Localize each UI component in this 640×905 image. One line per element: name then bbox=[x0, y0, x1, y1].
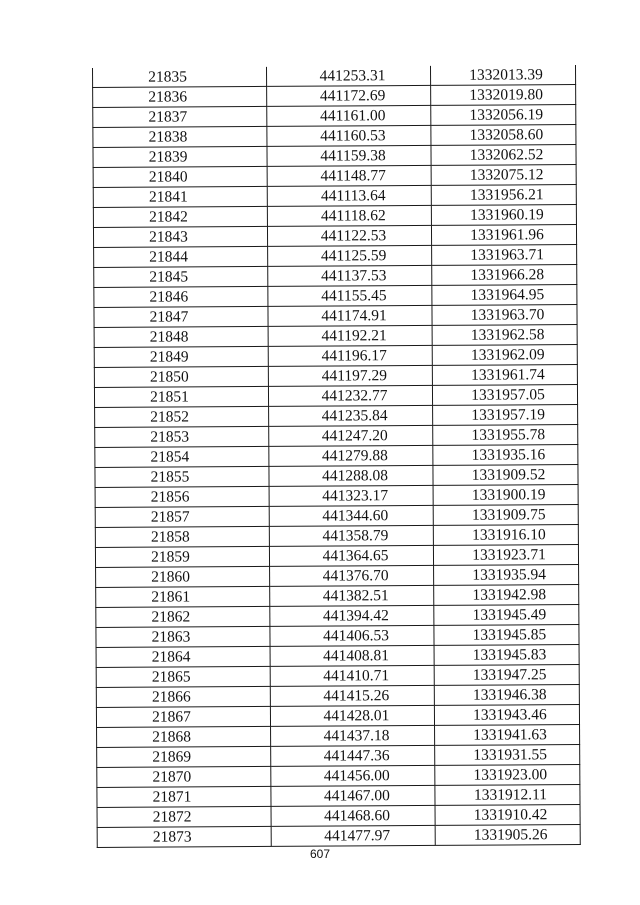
table-row bbox=[95, 525, 578, 548]
table-row bbox=[96, 625, 579, 648]
y-coordinate-cell: 1331942.98 bbox=[434, 585, 579, 606]
x-coordinate-cell: 441323.17 bbox=[269, 485, 433, 506]
point-id-cell: 21835 bbox=[92, 67, 266, 88]
y-coordinate-cell: 1331945.83 bbox=[434, 645, 579, 666]
point-id-cell: 21860 bbox=[96, 566, 270, 587]
point-id-cell: 21865 bbox=[96, 666, 270, 687]
point-id-cell: 21864 bbox=[96, 646, 270, 667]
table-row bbox=[97, 805, 580, 828]
table-row bbox=[95, 485, 578, 508]
point-id-cell: 21873 bbox=[97, 826, 271, 847]
y-coordinate-cell: 1332058.60 bbox=[431, 125, 576, 146]
y-coordinate-cell: 1332075.12 bbox=[431, 165, 576, 186]
x-coordinate-cell: 441467.00 bbox=[271, 785, 435, 806]
point-id-cell: 21854 bbox=[95, 446, 269, 467]
point-id-cell: 21855 bbox=[95, 466, 269, 487]
x-coordinate-cell: 441288.08 bbox=[269, 465, 433, 486]
table-row bbox=[96, 565, 579, 588]
x-coordinate-cell: 441394.42 bbox=[270, 605, 434, 626]
x-coordinate-cell: 441406.53 bbox=[270, 625, 434, 646]
table-row bbox=[97, 725, 580, 748]
table-row bbox=[94, 285, 577, 308]
x-coordinate-cell: 441159.38 bbox=[267, 145, 431, 166]
table-row bbox=[93, 85, 576, 108]
x-coordinate-cell: 441382.51 bbox=[270, 585, 434, 606]
table-row bbox=[96, 585, 579, 608]
y-coordinate-cell: 1331912.11 bbox=[435, 785, 580, 806]
x-coordinate-cell: 441155.45 bbox=[268, 285, 432, 306]
point-id-cell: 21841 bbox=[93, 186, 267, 207]
table-row bbox=[97, 825, 580, 848]
table-row bbox=[93, 145, 576, 168]
point-id-cell: 21837 bbox=[93, 106, 267, 127]
coordinate-table-body bbox=[92, 65, 580, 847]
point-id-cell: 21872 bbox=[97, 806, 271, 827]
point-id-cell: 21845 bbox=[94, 266, 268, 287]
table-row bbox=[96, 685, 579, 708]
y-coordinate-cell: 1331947.25 bbox=[434, 665, 579, 686]
x-coordinate-cell: 441235.84 bbox=[269, 405, 433, 426]
point-id-cell: 21846 bbox=[94, 286, 268, 307]
table-row bbox=[97, 785, 580, 808]
table-row bbox=[96, 605, 579, 628]
y-coordinate-cell: 1331962.58 bbox=[432, 325, 577, 346]
x-coordinate-cell: 441196.17 bbox=[268, 345, 432, 366]
table-row bbox=[93, 225, 576, 248]
x-coordinate-cell: 441279.88 bbox=[269, 445, 433, 466]
point-id-cell: 21871 bbox=[97, 786, 271, 807]
point-id-cell: 21836 bbox=[93, 86, 267, 107]
point-id-cell: 21842 bbox=[93, 206, 267, 227]
y-coordinate-cell: 1331916.10 bbox=[433, 525, 578, 546]
table-row bbox=[93, 205, 576, 228]
table-row bbox=[94, 345, 577, 368]
point-id-cell: 21869 bbox=[97, 746, 271, 767]
table-row bbox=[94, 385, 577, 408]
y-coordinate-cell: 1331946.38 bbox=[434, 685, 579, 706]
x-coordinate-cell: 441160.53 bbox=[267, 125, 431, 146]
x-coordinate-cell: 441253.31 bbox=[266, 66, 430, 87]
point-id-cell: 21856 bbox=[95, 486, 269, 507]
table-row bbox=[93, 185, 576, 208]
x-coordinate-cell: 441247.20 bbox=[269, 425, 433, 446]
table-row bbox=[94, 305, 577, 328]
x-coordinate-cell: 441113.64 bbox=[267, 185, 431, 206]
x-coordinate-cell: 441364.65 bbox=[269, 545, 433, 566]
table-row bbox=[92, 65, 575, 87]
point-id-cell: 21838 bbox=[93, 126, 267, 147]
x-coordinate-cell: 441437.18 bbox=[271, 725, 435, 746]
table-row bbox=[96, 665, 579, 688]
x-coordinate-cell: 441148.77 bbox=[267, 165, 431, 186]
y-coordinate-cell: 1332019.80 bbox=[431, 85, 576, 106]
point-id-cell: 21857 bbox=[95, 506, 269, 527]
y-coordinate-cell: 1331962.09 bbox=[432, 345, 577, 366]
point-id-cell: 21870 bbox=[97, 766, 271, 787]
table-row bbox=[93, 165, 576, 188]
x-coordinate-cell: 441468.60 bbox=[271, 805, 435, 826]
y-coordinate-cell: 1331963.70 bbox=[432, 305, 577, 326]
x-coordinate-cell: 441358.79 bbox=[269, 525, 433, 546]
point-id-cell: 21862 bbox=[96, 606, 270, 627]
y-coordinate-cell: 1331961.74 bbox=[432, 365, 577, 386]
x-coordinate-cell: 441137.53 bbox=[268, 265, 432, 286]
page-number: 607 bbox=[309, 847, 331, 861]
y-coordinate-cell: 1331945.49 bbox=[434, 605, 579, 626]
y-coordinate-cell: 1331910.42 bbox=[435, 805, 580, 826]
point-id-cell: 21867 bbox=[96, 706, 270, 727]
y-coordinate-cell: 1331943.46 bbox=[434, 705, 579, 726]
y-coordinate-cell: 1331960.19 bbox=[431, 205, 576, 226]
y-coordinate-cell: 1331941.63 bbox=[435, 725, 580, 746]
point-id-cell: 21840 bbox=[93, 166, 267, 187]
x-coordinate-cell: 441232.77 bbox=[268, 385, 432, 406]
x-coordinate-cell: 441197.29 bbox=[268, 365, 432, 386]
point-id-cell: 21844 bbox=[94, 246, 268, 267]
y-coordinate-cell: 1331935.94 bbox=[434, 565, 579, 586]
x-coordinate-cell: 441428.01 bbox=[270, 705, 434, 726]
x-coordinate-cell: 441192.21 bbox=[268, 325, 432, 346]
point-id-cell: 21866 bbox=[96, 686, 270, 707]
y-coordinate-cell: 1331963.71 bbox=[432, 245, 577, 266]
y-coordinate-cell: 1331961.96 bbox=[431, 225, 576, 246]
table-row bbox=[95, 405, 578, 428]
point-id-cell: 21861 bbox=[96, 586, 270, 607]
table-row bbox=[95, 445, 578, 468]
point-id-cell: 21851 bbox=[94, 386, 268, 407]
x-coordinate-cell: 441125.59 bbox=[268, 245, 432, 266]
table-row bbox=[93, 105, 576, 128]
table-row bbox=[97, 765, 580, 788]
y-coordinate-cell: 1331923.71 bbox=[433, 545, 578, 566]
point-id-cell: 21849 bbox=[94, 346, 268, 367]
y-coordinate-cell: 1331935.16 bbox=[433, 445, 578, 466]
y-coordinate-cell: 1332013.39 bbox=[430, 65, 575, 85]
y-coordinate-cell: 1332062.52 bbox=[431, 145, 576, 166]
point-id-cell: 21847 bbox=[94, 306, 268, 327]
table-row bbox=[94, 365, 577, 388]
y-coordinate-cell: 1331966.28 bbox=[432, 265, 577, 286]
table-row bbox=[94, 245, 577, 268]
y-coordinate-cell: 1331909.75 bbox=[433, 505, 578, 526]
point-id-cell: 21868 bbox=[97, 726, 271, 747]
x-coordinate-cell: 441161.00 bbox=[267, 105, 431, 126]
point-id-cell: 21843 bbox=[93, 226, 267, 247]
table-row bbox=[96, 705, 579, 728]
coordinate-table bbox=[92, 65, 581, 848]
y-coordinate-cell: 1331900.19 bbox=[433, 485, 578, 506]
table-row bbox=[96, 645, 579, 668]
point-id-cell: 21858 bbox=[95, 526, 269, 547]
x-coordinate-cell: 441477.97 bbox=[271, 825, 435, 846]
x-coordinate-cell: 441456.00 bbox=[271, 765, 435, 786]
x-coordinate-cell: 441344.60 bbox=[269, 505, 433, 526]
x-coordinate-cell: 441172.69 bbox=[267, 85, 431, 106]
y-coordinate-cell: 1331955.78 bbox=[433, 425, 578, 446]
y-coordinate-cell: 1331957.05 bbox=[432, 385, 577, 406]
x-coordinate-cell: 441122.53 bbox=[267, 225, 431, 246]
x-coordinate-cell: 441447.36 bbox=[271, 745, 435, 766]
table-row bbox=[97, 745, 580, 768]
point-id-cell: 21863 bbox=[96, 626, 270, 647]
table-row bbox=[95, 425, 578, 448]
table-row bbox=[95, 545, 578, 568]
x-coordinate-cell: 441118.62 bbox=[267, 205, 431, 226]
y-coordinate-cell: 1331931.55 bbox=[435, 745, 580, 766]
point-id-cell: 21859 bbox=[95, 546, 269, 567]
y-coordinate-cell: 1331905.26 bbox=[435, 825, 580, 846]
y-coordinate-cell: 1331909.52 bbox=[433, 465, 578, 486]
point-id-cell: 21852 bbox=[95, 406, 269, 427]
x-coordinate-cell: 441376.70 bbox=[270, 565, 434, 586]
point-id-cell: 21848 bbox=[94, 326, 268, 347]
y-coordinate-cell: 1331945.85 bbox=[434, 625, 579, 646]
table-row bbox=[94, 265, 577, 288]
x-coordinate-cell: 441415.26 bbox=[270, 685, 434, 706]
point-id-cell: 21839 bbox=[93, 146, 267, 167]
y-coordinate-cell: 1331957.19 bbox=[433, 405, 578, 426]
table-row bbox=[94, 325, 577, 348]
x-coordinate-cell: 441410.71 bbox=[270, 665, 434, 686]
y-coordinate-cell: 1332056.19 bbox=[431, 105, 576, 126]
y-coordinate-cell: 1331956.21 bbox=[431, 185, 576, 206]
point-id-cell: 21850 bbox=[94, 366, 268, 387]
y-coordinate-cell: 1331964.95 bbox=[432, 285, 577, 306]
point-id-cell: 21853 bbox=[95, 426, 269, 447]
x-coordinate-cell: 441174.91 bbox=[268, 305, 432, 326]
y-coordinate-cell: 1331923.00 bbox=[435, 765, 580, 786]
table-row bbox=[93, 125, 576, 148]
x-coordinate-cell: 441408.81 bbox=[270, 645, 434, 666]
table-row bbox=[95, 465, 578, 488]
table-row bbox=[95, 505, 578, 528]
